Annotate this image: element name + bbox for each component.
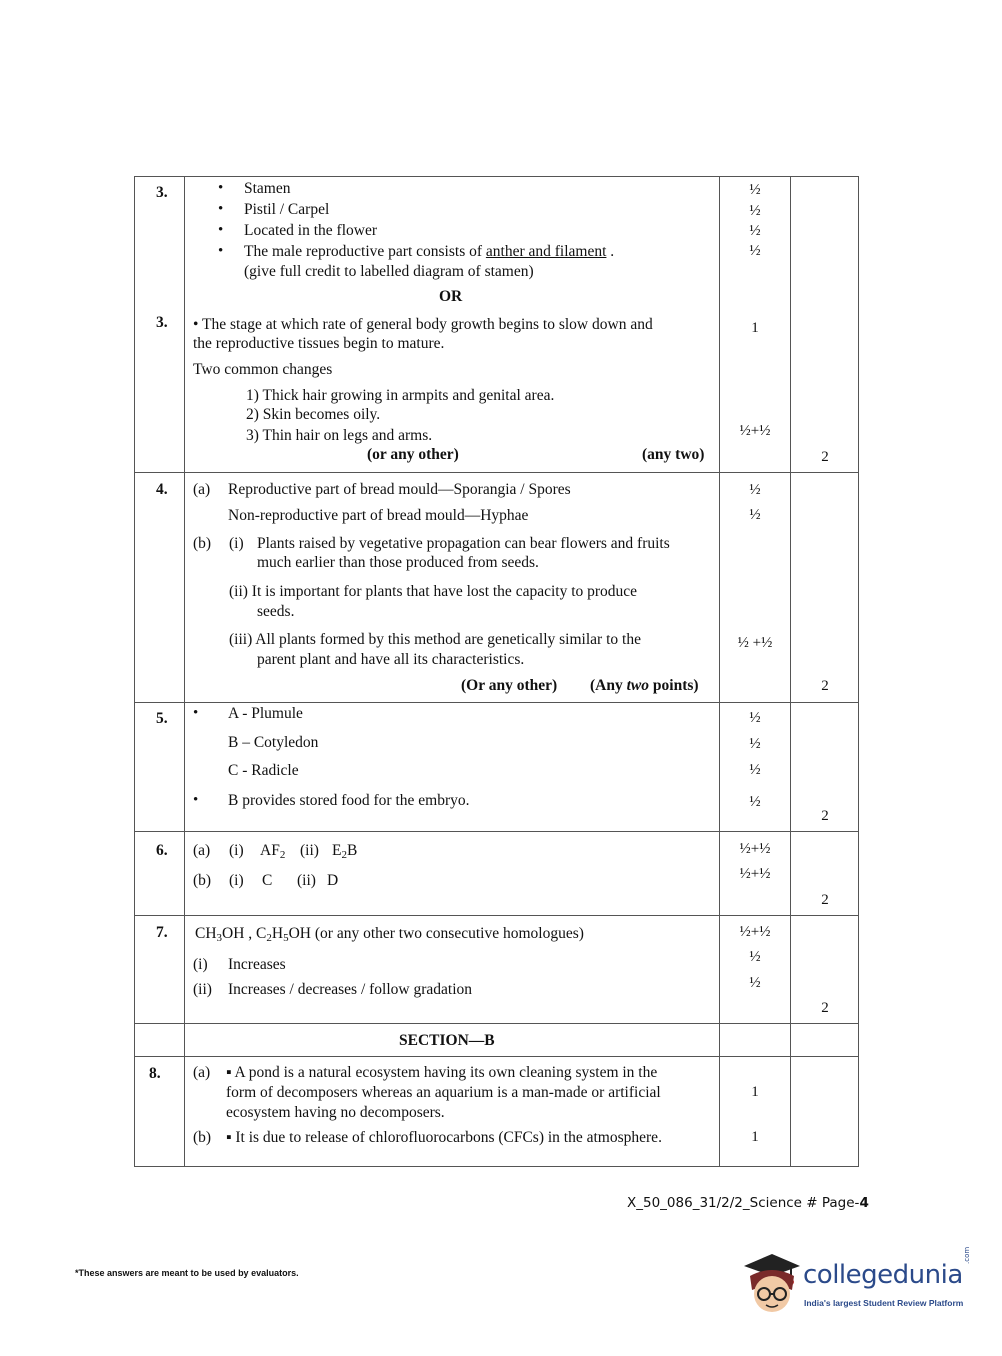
question-number: 3. — [156, 184, 168, 201]
mark: ½ — [749, 949, 761, 965]
sub-part-label: (ii) — [297, 872, 316, 889]
sub-part-label: (i) — [229, 872, 244, 889]
answer-text: ▪ A pond is a natural ecosystem having its own cleaning system in the — [226, 1064, 658, 1081]
brand-name: collegedunia — [803, 1260, 963, 1290]
answer-text: Plants raised by vegetative propagation can bear flowers and fruits — [257, 535, 670, 552]
question-number: 4. — [156, 481, 168, 498]
answer-text: much earlier than those produced from seeds. — [257, 554, 539, 571]
bullet: • — [193, 792, 199, 808]
collegedunia-logo[interactable] — [740, 1246, 980, 1320]
answer-text: Located in the flower — [244, 222, 377, 239]
bullet: • — [218, 180, 224, 196]
answer-text: Increases — [228, 956, 286, 973]
mark: ½+½ — [739, 841, 771, 857]
sub-part-label: (ii) — [193, 981, 212, 998]
brand-domain: .com — [963, 1246, 971, 1264]
answer-text: Stamen — [244, 180, 291, 197]
part-label: (b) — [193, 872, 212, 889]
mark: ½+½ — [739, 423, 771, 439]
formula: $E_2B$ — [332, 842, 358, 861]
answer-text: Reproductive part of bread mould—Sporangia / Spores — [228, 481, 571, 498]
mark: ½ — [749, 482, 761, 498]
mark: ½ — [749, 203, 761, 219]
sub-part-label: (ii) — [300, 842, 319, 859]
formula: $AF_2$ — [260, 842, 286, 861]
mark: ½+½ — [739, 924, 771, 940]
total-marks: 2 — [821, 1000, 829, 1016]
question-number: 3. — [156, 314, 168, 331]
mark: ½ — [749, 975, 761, 991]
or-separator: OR — [439, 288, 463, 305]
brand-tagline: India's largest Student Review Platform — [804, 1298, 964, 1308]
total-marks: 2 — [821, 808, 829, 824]
formula: $CH_3OH$ , $C_2H_5OH$ (or any other two consecutive homologues) — [195, 925, 584, 944]
mark: 1 — [751, 1084, 759, 1100]
bullet: • — [218, 222, 224, 238]
list-item: 3) Thin hair on legs and arms. — [246, 427, 433, 444]
answer-text: • The stage at which rate of general body growth begins to slow down and — [193, 316, 653, 333]
evaluator-note: *These answers are meant to be used by evaluators. — [75, 1268, 299, 1278]
sub-part-label: (i) — [229, 535, 244, 552]
bullet: • — [218, 243, 224, 259]
answer-text: C - Radicle — [228, 762, 299, 779]
any-two: (any two) — [642, 446, 705, 463]
mark: ½ — [749, 507, 761, 523]
mark: ½ — [749, 736, 761, 752]
answer-text: ecosystem having no decomposers. — [226, 1104, 445, 1121]
or-any-other: (or any other) — [367, 446, 459, 463]
mark: ½ +½ — [737, 635, 773, 651]
question-number: 6. — [156, 842, 168, 859]
answer-text: Non-reproductive part of bread mould—Hyphae — [228, 507, 529, 524]
section-heading: SECTION—B — [399, 1032, 495, 1049]
mark: ½ — [749, 182, 761, 198]
answer-text: form of decomposers whereas an aquarium is a man-made or artificial — [226, 1084, 661, 1101]
mascot-icon — [740, 1250, 802, 1316]
bullet: • — [193, 705, 199, 721]
mark: ½ — [749, 710, 761, 726]
answer-text: A - Plumule — [228, 705, 303, 722]
mark: 1 — [751, 1129, 759, 1145]
sub-part-label: (i) — [229, 842, 244, 859]
answer-text: B provides stored food for the embryo. — [228, 792, 470, 809]
bullet: • — [218, 201, 224, 217]
answer-text: (ii) It is important for plants that have lost the capacity to produce — [229, 583, 638, 600]
answer-text: D — [327, 872, 339, 889]
sub-part-label: (i) — [193, 956, 208, 973]
page-code: X_50_086_31/2/2_Science # Page-4 — [627, 1195, 869, 1211]
answer-note: (give full credit to labelled diagram of stamen) — [244, 263, 534, 280]
any-two-points: (Any two points) — [590, 677, 699, 694]
answer-text: the reproductive tissues begin to mature. — [193, 335, 445, 352]
part-label: (a) — [193, 481, 211, 498]
or-any-other: (Or any other) — [461, 677, 558, 694]
answer-heading: Two common changes — [193, 361, 333, 378]
mark: ½ — [749, 762, 761, 778]
question-number: 5. — [156, 710, 168, 727]
answer-text: parent plant and have all its characteristics. — [257, 651, 525, 668]
part-label: (a) — [193, 1064, 211, 1081]
answer-text: Increases / decreases / follow gradation — [228, 981, 473, 998]
question-number: 8. — [149, 1065, 161, 1082]
part-label: (b) — [193, 535, 212, 552]
total-marks: 2 — [821, 892, 829, 908]
answer-text: C — [262, 872, 273, 889]
total-marks: 2 — [821, 678, 829, 694]
mark: ½ — [749, 223, 761, 239]
total-marks: 2 — [821, 449, 829, 465]
mark: ½ — [749, 243, 761, 259]
list-item: 2) Skin becomes oily. — [246, 406, 381, 423]
mark: 1 — [751, 320, 759, 336]
answer-text: The male reproductive part consists of anther and filament . — [244, 243, 615, 260]
part-label: (b) — [193, 1129, 212, 1146]
answer-text: seeds. — [257, 603, 295, 620]
list-item: 1) Thick hair growing in armpits and genital area. — [246, 387, 555, 404]
part-label: (a) — [193, 842, 211, 859]
question-number: 7. — [156, 924, 168, 941]
mark: ½ — [749, 794, 761, 810]
answer-text: B – Cotyledon — [228, 734, 319, 751]
mark: ½+½ — [739, 866, 771, 882]
answer-text: ▪ It is due to release of chlorofluorocarbons (CFCs) in the atmosphere. — [226, 1129, 662, 1146]
answer-text: (iii) All plants formed by this method are genetically similar to the — [229, 631, 641, 648]
answer-text: Pistil / Carpel — [244, 201, 330, 218]
